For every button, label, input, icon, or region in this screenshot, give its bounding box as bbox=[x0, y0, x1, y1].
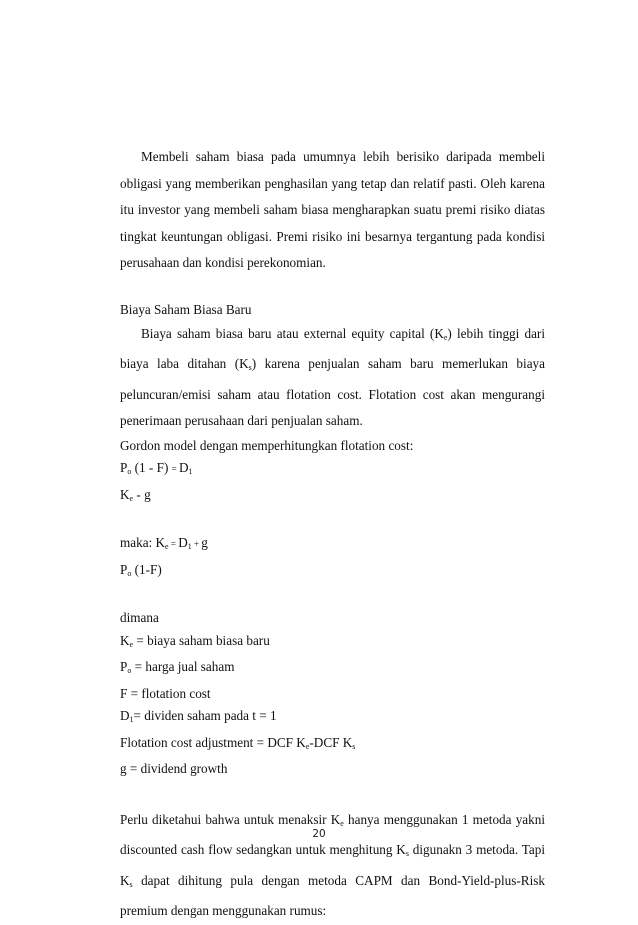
paragraph-text: Biaya saham biasa baru atau external equity capital (K bbox=[141, 325, 444, 341]
spacer bbox=[120, 781, 545, 807]
symbol: D bbox=[178, 535, 188, 550]
symbol: K bbox=[120, 632, 130, 648]
formula2-numerator bbox=[120, 532, 545, 559]
equals-sign: = bbox=[168, 539, 179, 549]
subscript: e bbox=[305, 741, 310, 751]
paragraph-methods bbox=[120, 807, 545, 925]
subscript: 1 bbox=[187, 542, 192, 551]
definition-text: = harga jual saham bbox=[131, 659, 235, 674]
paragraph-risk-premium: Membeli saham biasa pada umumnya lebih berisiko daripada membeli obligasi yang memberikan penghasilan yang tetap dan relatif pasti. Oleh karena itu investor yang membeli saham biasa mengharapkan suatu premi risiko diatas tingkat keuntungan obligasi. Premi risiko ini besarnya tergantung pada kondisi perusahaan dan kondisi perekonomian. bbox=[120, 149, 545, 270]
subscript: 1 bbox=[129, 715, 134, 724]
formula-text: - g bbox=[133, 486, 151, 502]
definition-f bbox=[120, 683, 545, 706]
paragraph-text: Perlu diketahui bahwa untuk menaksir K bbox=[120, 811, 341, 827]
subscript: s bbox=[405, 849, 409, 858]
formula-text: maka: K bbox=[120, 535, 166, 550]
formula2-denominator bbox=[120, 559, 545, 586]
symbol: P bbox=[120, 561, 128, 577]
formula-text: (1 - F) bbox=[131, 460, 172, 475]
symbol: P bbox=[120, 460, 128, 475]
formula-text: Flotation cost adjustment = DCF K bbox=[120, 734, 306, 750]
page-content bbox=[120, 144, 545, 925]
paragraph-external-equity bbox=[120, 321, 545, 435]
symbol: P bbox=[120, 659, 128, 674]
definition-text: = flotation cost bbox=[127, 685, 211, 701]
gordon-intro: Gordon model dengan memperhitungkan flotation cost: bbox=[120, 437, 414, 453]
definition-g: g = dividend growth bbox=[120, 761, 228, 776]
subscript: s bbox=[248, 363, 252, 372]
definition-text: = dividen saham pada t = 1 bbox=[133, 708, 277, 723]
subscript: s bbox=[352, 741, 356, 751]
formula-denominator bbox=[120, 484, 545, 511]
symbol: g bbox=[201, 535, 208, 550]
subscript: e bbox=[443, 332, 448, 342]
subscript: e bbox=[340, 818, 344, 828]
definition-ke bbox=[120, 630, 545, 657]
definition-text: = biaya saham biasa baru bbox=[133, 632, 270, 648]
paragraph-text: ) karena penjualan saham baru memerlukan biaya peluncuran/emisi saham atau flotation cost. Flotation cost akan mengurangi penerimaan perusahaan dari penjualan saham. bbox=[120, 356, 545, 428]
page-number: 20 bbox=[312, 828, 326, 840]
plus-sign: + bbox=[191, 539, 202, 549]
subscript: o bbox=[127, 666, 132, 675]
paragraph-text: digunakn 3 metoda. Tapi K bbox=[120, 842, 546, 888]
definition-po bbox=[120, 656, 545, 683]
definition-d1 bbox=[120, 705, 545, 732]
paragraph-text: hanya menggunakan 1 metoda yakni discounted cash flow sedangkan untuk menghitung K bbox=[120, 811, 545, 857]
spacer bbox=[120, 277, 545, 299]
subscript: e bbox=[165, 542, 169, 551]
subscript: s bbox=[129, 879, 133, 889]
formula-text: (1-F) bbox=[131, 561, 162, 577]
paragraph-text: ) lebih tinggi dari biaya laba ditahan (K bbox=[120, 325, 545, 371]
subscript: e bbox=[129, 493, 134, 503]
spacer bbox=[120, 585, 545, 607]
section-heading: Biaya Saham Biasa Baru bbox=[120, 301, 252, 317]
subscript: e bbox=[129, 639, 134, 649]
subscript: 1 bbox=[188, 467, 193, 476]
symbol: F bbox=[120, 685, 128, 701]
dimana-label: dimana bbox=[120, 610, 159, 625]
symbol: D bbox=[178, 460, 189, 475]
equals-sign: = bbox=[171, 464, 179, 474]
spacer bbox=[120, 510, 545, 532]
formula-text: -DCF K bbox=[309, 734, 353, 750]
subscript: o bbox=[127, 568, 132, 578]
symbol: K bbox=[120, 486, 130, 502]
flotation-adjustment bbox=[120, 732, 545, 759]
formula-numerator bbox=[120, 457, 545, 484]
subscript: o bbox=[127, 467, 132, 476]
symbol: D bbox=[120, 708, 130, 723]
paragraph-text: dapat dihitung pula dengan metoda CAPM dan Bond-Yield-plus-Risk premium dengan menggunakan rumus: bbox=[120, 872, 545, 918]
